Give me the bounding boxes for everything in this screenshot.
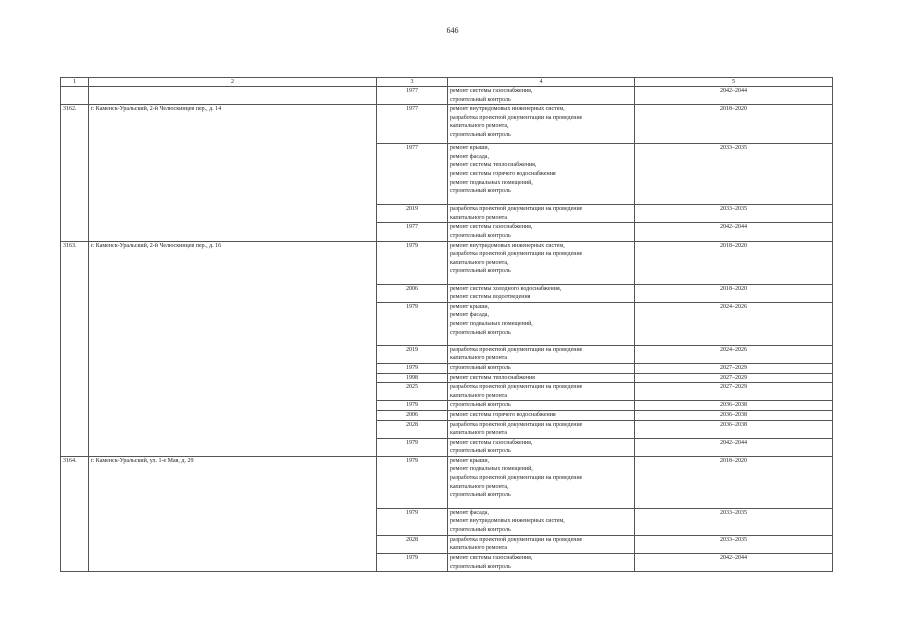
period-cell: 2018–2020 bbox=[635, 241, 833, 284]
work-type-line: строительный контроль bbox=[450, 188, 511, 195]
table-row bbox=[61, 105, 833, 144]
year-cell: 2019 bbox=[377, 205, 448, 223]
work-type-line: ремонт системы холодного водоснабжения, bbox=[450, 285, 562, 292]
period-cell: 2027–2029 bbox=[635, 383, 833, 401]
work-type-line: строительный контроль bbox=[450, 96, 511, 103]
table-row bbox=[61, 241, 833, 284]
year-cell: 1979 bbox=[377, 554, 448, 572]
year-cell: 2019 bbox=[377, 345, 448, 363]
year-cell: 1977 bbox=[377, 223, 448, 241]
year-cell: 1979 bbox=[377, 241, 448, 284]
work-type-line: ремонт подвальных помещений, bbox=[450, 320, 533, 327]
address-cell: г. Каменск-Уральский, 2-й Челюскинцев пер., д. 14 bbox=[89, 105, 377, 241]
work-type-cell bbox=[448, 383, 635, 401]
work-type-line: капитального ремонта bbox=[450, 545, 508, 552]
period-cell: 2033–2035 bbox=[635, 535, 833, 553]
period-cell: 2024–2026 bbox=[635, 345, 833, 363]
year-cell: 1979 bbox=[377, 302, 448, 345]
period-cell: 2036–2038 bbox=[635, 420, 833, 438]
work-type-line: капитального ремонта, bbox=[450, 483, 509, 490]
capital-repair-table bbox=[60, 77, 833, 572]
page-number: 646 bbox=[446, 26, 459, 35]
work-type-cell bbox=[448, 302, 635, 345]
year-cell: 1977 bbox=[377, 87, 448, 105]
work-type-line: ремонт фасада, bbox=[450, 312, 489, 319]
period-cell: 2036–2038 bbox=[635, 410, 833, 420]
year-cell: 2028 bbox=[377, 535, 448, 553]
work-type-line: строительный контроль bbox=[450, 563, 511, 570]
work-type-cell bbox=[448, 456, 635, 508]
work-type-line: ремонт крыши, bbox=[450, 457, 490, 464]
work-type-cell bbox=[448, 345, 635, 363]
work-type-line: строительный контроль bbox=[450, 268, 511, 275]
year-cell: 1979 bbox=[377, 363, 448, 373]
header-row bbox=[61, 78, 833, 87]
year-cell: 2006 bbox=[377, 410, 448, 420]
year-cell: 1998 bbox=[377, 373, 448, 383]
header-cell-4: 4 bbox=[448, 78, 635, 87]
table-row bbox=[61, 456, 833, 508]
work-type-line: ремонт крыши, bbox=[450, 145, 490, 152]
work-type-line: строительный контроль bbox=[450, 329, 511, 336]
work-type-line: разработка проектной документации на проведение bbox=[450, 384, 583, 391]
year-cell: 1979 bbox=[377, 508, 448, 535]
work-type-line: капитального ремонта, bbox=[450, 259, 509, 266]
work-type-cell bbox=[448, 205, 635, 223]
work-type-line: разработка проектной документации на проведение bbox=[450, 251, 583, 258]
period-cell: 2042–2044 bbox=[635, 554, 833, 572]
work-type-cell bbox=[448, 535, 635, 553]
period-cell: 2018–2020 bbox=[635, 456, 833, 508]
year-cell: 1979 bbox=[377, 438, 448, 456]
work-type-cell bbox=[448, 241, 635, 284]
work-type-line: капитального ремонта bbox=[450, 430, 508, 437]
work-type-line: разработка проектной документации на проведение bbox=[450, 536, 583, 543]
work-type-line: разработка проектной документации на проведение bbox=[450, 346, 583, 353]
work-type-cell bbox=[448, 223, 635, 241]
work-type-cell bbox=[448, 105, 635, 144]
work-type-line: строительный контроль bbox=[450, 364, 511, 371]
work-type-line: разработка проектной документации на проведение bbox=[450, 206, 583, 213]
work-type-line: ремонт системы газоснабжения, bbox=[450, 224, 533, 231]
work-type-line: ремонт фасада, bbox=[450, 509, 489, 516]
period-cell: 2042–2044 bbox=[635, 223, 833, 241]
period-cell: 2018–2020 bbox=[635, 105, 833, 144]
header-cell-1: 1 bbox=[61, 78, 89, 87]
work-type-line: ремонт системы газоснабжения, bbox=[450, 88, 533, 94]
work-type-cell bbox=[448, 363, 635, 373]
table-body bbox=[61, 78, 833, 572]
year-cell: 1979 bbox=[377, 456, 448, 508]
period-cell: 2027–2029 bbox=[635, 373, 833, 383]
work-type-line: строительный контроль bbox=[450, 448, 511, 455]
year-cell: 1977 bbox=[377, 144, 448, 205]
address-cell: г. Каменск-Уральский, ул. 1-е Мая, д. 29 bbox=[89, 456, 377, 571]
year-cell: 2025 bbox=[377, 383, 448, 401]
work-type-cell bbox=[448, 410, 635, 420]
work-type-line: ремонт системы горячего водоснабжения bbox=[450, 411, 556, 418]
work-type-line: ремонт системы теплоснабжения, bbox=[450, 162, 537, 169]
work-type-line: капитального ремонта bbox=[450, 214, 508, 221]
work-type-line: строительный контроль bbox=[450, 527, 511, 534]
period-cell: 2024–2026 bbox=[635, 302, 833, 345]
period-cell: 2042–2044 bbox=[635, 438, 833, 456]
year-cell: 1979 bbox=[377, 401, 448, 411]
period-cell: 2036–2038 bbox=[635, 401, 833, 411]
work-type-cell bbox=[448, 438, 635, 456]
work-type-line: ремонт системы газоснабжения, bbox=[450, 439, 533, 446]
header-cell-5: 5 bbox=[635, 78, 833, 87]
row-number-cell: 3164. bbox=[61, 456, 89, 571]
work-type-line: ремонт системы горячего водоснабжения bbox=[450, 170, 556, 177]
period-cell: 2027–2029 bbox=[635, 363, 833, 373]
work-type-line: капитального ремонта bbox=[450, 355, 508, 362]
address-cell bbox=[89, 87, 377, 105]
work-type-line: ремонт внутридомовых инженерных систем, bbox=[450, 106, 565, 113]
year-cell: 2028 bbox=[377, 420, 448, 438]
period-cell: 2033–2035 bbox=[635, 144, 833, 205]
period-cell: 2033–2035 bbox=[635, 205, 833, 223]
work-type-cell bbox=[448, 420, 635, 438]
address-cell: г. Каменск-Уральский, 2-й Челюскинцев пер., д. 16 bbox=[89, 241, 377, 456]
work-type-cell bbox=[448, 144, 635, 205]
row-number-cell: 3163. bbox=[61, 241, 89, 456]
work-type-line: капитального ремонта, bbox=[450, 123, 509, 130]
work-type-cell bbox=[448, 401, 635, 411]
work-type-line: строительный контроль bbox=[450, 492, 511, 499]
work-type-line: ремонт подвальных помещений, bbox=[450, 179, 533, 186]
work-type-line: разработка проектной документации на проведение bbox=[450, 475, 583, 482]
work-type-line: строительный контроль bbox=[450, 402, 511, 409]
header-cell-3: 3 bbox=[377, 78, 448, 87]
work-type-cell bbox=[448, 554, 635, 572]
work-type-cell bbox=[448, 284, 635, 302]
work-type-line: строительный контроль bbox=[450, 232, 511, 239]
work-type-line: ремонт внутридомовых инженерных систем, bbox=[450, 518, 565, 525]
year-cell: 2006 bbox=[377, 284, 448, 302]
work-type-line: ремонт фасада, bbox=[450, 153, 489, 160]
header-cell-2: 2 bbox=[89, 78, 377, 87]
work-type-line: ремонт подвальных помещений, bbox=[450, 466, 533, 473]
work-type-cell bbox=[448, 508, 635, 535]
work-type-line: ремонт системы газоснабжения, bbox=[450, 555, 533, 562]
work-type-line: ремонт внутридомовых инженерных систем, bbox=[450, 242, 565, 249]
work-type-line: строительный контроль bbox=[450, 131, 511, 138]
row-number-cell bbox=[61, 87, 89, 105]
work-type-cell bbox=[448, 87, 635, 105]
work-type-line: разработка проектной документации на проведение bbox=[450, 114, 583, 121]
period-cell: 2042–2044 bbox=[635, 87, 833, 105]
period-cell: 2018–2020 bbox=[635, 284, 833, 302]
work-type-line: ремонт крыши, bbox=[450, 303, 490, 310]
period-cell: 2033–2035 bbox=[635, 508, 833, 535]
work-type-line: разработка проектной документации на проведение bbox=[450, 421, 583, 428]
work-type-line: ремонт системы водоотведения bbox=[450, 294, 531, 301]
year-cell: 1977 bbox=[377, 105, 448, 144]
work-type-line: ремонт системы теплоснабжения bbox=[450, 374, 535, 381]
work-type-line: капитального ремонта bbox=[450, 392, 508, 399]
work-type-cell bbox=[448, 373, 635, 383]
table-row bbox=[61, 87, 833, 105]
row-number-cell: 3162. bbox=[61, 105, 89, 241]
